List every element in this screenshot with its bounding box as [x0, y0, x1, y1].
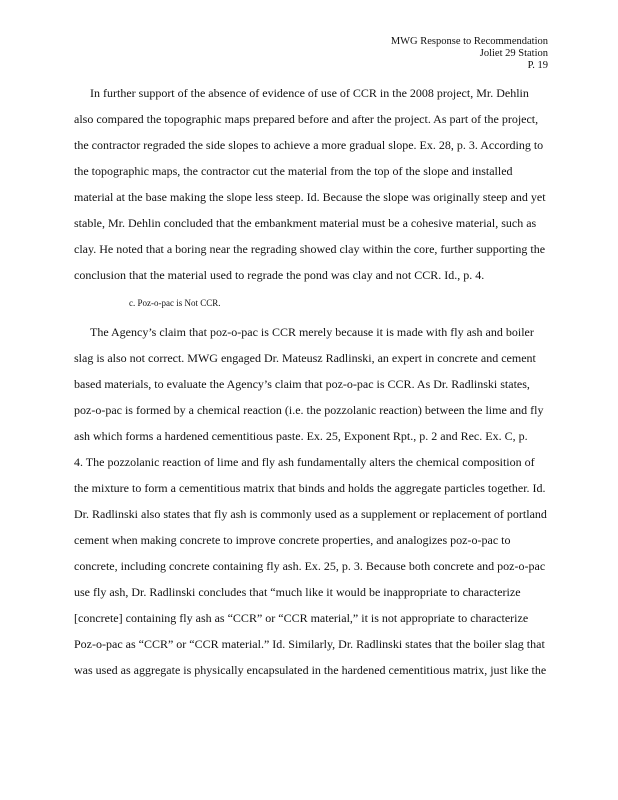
paragraph-line: material at the base making the slope less steep. Id. Because the slope was originally steep and yet: [74, 190, 546, 204]
paragraph-line: the mixture to form a cementitious matrix that binds and holds the aggregate particles together. Id.: [74, 481, 546, 495]
page-header: [391, 36, 548, 72]
paragraph-line: use fly ash, Dr. Radlinski concludes that “much like it would be inappropriate to characterize: [74, 585, 521, 599]
paragraph-line: clay. He noted that a boring near the regrading showed clay within the core, further supporting the: [74, 242, 546, 256]
paragraph-line: stable, Mr. Dehlin concluded that the embankment material must be a cohesive material, such as: [74, 216, 537, 230]
paragraph-line: 4. The pozzolanic reaction of lime and fly ash fundamentally alters the chemical composition of: [74, 455, 535, 469]
paragraph-line: Poz-o-pac as “CCR” or “CCR material.” Id. Similarly, Dr. Radlinski states that the boiler slag that: [74, 637, 545, 651]
header-title: MWG Response to Recommendation: [390, 36, 548, 47]
paragraph-line: the topographic maps, the contractor cut the material from the top of the slope and installed: [74, 164, 513, 178]
paragraph-line: the contractor regraded the side slopes to achieve a more gradual slope. Ex. 28, p. 3. According to: [74, 138, 544, 152]
page-number: P. 19: [527, 60, 548, 71]
paragraph-line: slag is also not correct. MWG engaged Dr. Mateusz Radlinski, an expert in concrete and cement: [74, 351, 536, 365]
paragraph-line: Dr. Radlinski also states that fly ash is commonly used as a supplement or replacement of portland: [74, 507, 547, 521]
paragraph-line: conclusion that the material used to regrade the pond was clay and not CCR. Id., p. 4.: [74, 268, 485, 282]
paragraph-line: based materials, to evaluate the Agency’s claim that poz-o-pac is CCR. As Dr. Radlinski states,: [74, 377, 530, 391]
paragraph-line: [concrete] containing fly ash as “CCR” or “CCR material,” it is not appropriate to characterize: [74, 611, 529, 625]
paragraph-line: ash which forms a hardened cementitious paste. Ex. 25, Exponent Rpt., p. 2 and Rec. Ex. C, p.: [74, 429, 528, 443]
paragraph-line: The Agency’s claim that poz-o-pac is CCR merely because it is made with fly ash and boiler: [90, 325, 534, 339]
paragraph-line: poz-o-pac is formed by a chemical reaction (i.e. the pozzolanic reaction) between the lime and fly: [74, 403, 544, 417]
paragraph-line: In further support of the absence of evidence of use of CCR in the 2008 project, Mr. Dehlin: [90, 86, 529, 100]
paragraph-line: was used as aggregate is physically encapsulated in the hardened cementitious matrix, just like the: [74, 663, 547, 677]
paragraph-line: also compared the topographic maps prepared before and after the project. As part of the project,: [74, 112, 539, 126]
section-heading: c. Poz-o-pac is Not CCR.: [129, 298, 221, 308]
paragraph-line: concrete, including concrete containing fly ash. Ex. 25, p. 3. Because both concrete and poz-o-pac: [74, 559, 546, 573]
paragraph-line: cement when making concrete to improve concrete properties, and analogizes poz-o-pac to: [74, 533, 511, 547]
header-station: Joliet 29 Station: [479, 48, 548, 59]
